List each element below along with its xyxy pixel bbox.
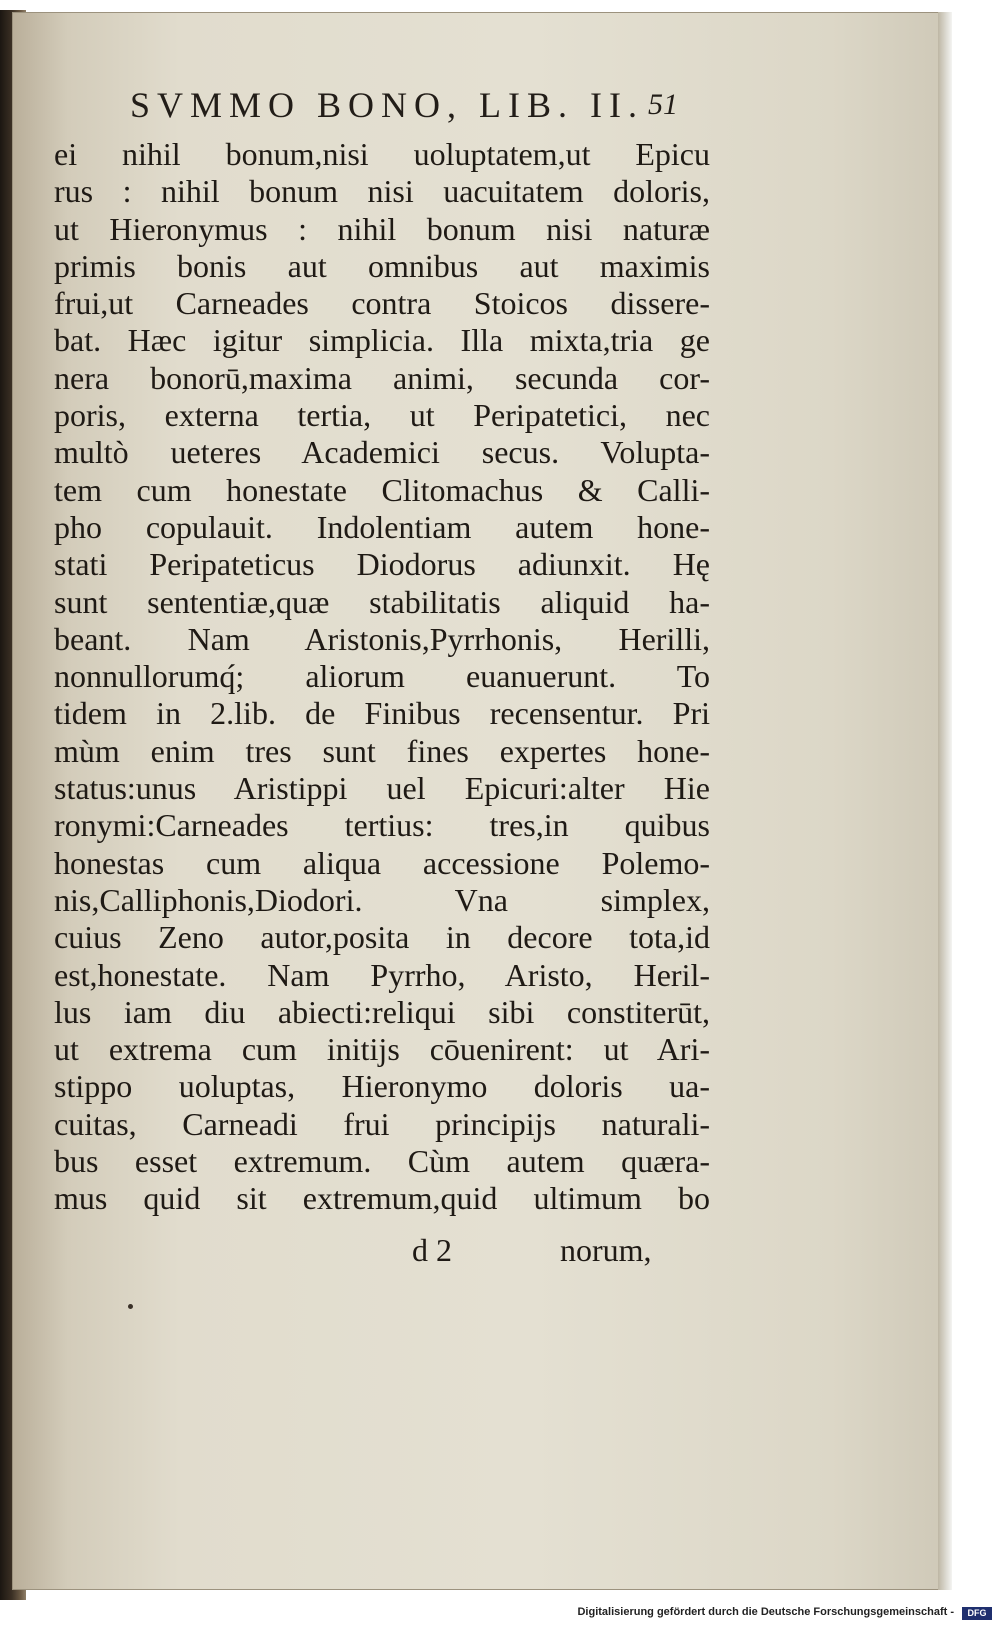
signature-mark: d 2 <box>412 1232 452 1268</box>
text-line: tidem in 2.lib. de Finibus recensentur. Pri <box>54 695 710 732</box>
body-text <box>54 136 710 1218</box>
text-line: ronymi:Carneades tertius: tres,in quibus <box>54 807 710 844</box>
dfg-logo: DFG <box>962 1607 992 1620</box>
catchword: norum, <box>560 1232 652 1268</box>
folio-number: 51 <box>648 88 678 121</box>
ink-speck <box>128 1304 133 1309</box>
text-line: status:unus Aristippi uel Epicuri:alter Hie <box>54 770 710 807</box>
text-line: ei nihil bonum,nisi uoluptatem,ut Epicu <box>54 136 710 172</box>
text-line: mùm enim tres sunt fines expertes hone- <box>54 732 710 769</box>
running-head: SVMMO BONO, LIB. II. <box>130 85 645 125</box>
text-line: poris, externa tertia, ut Peripatetici, nec <box>54 397 710 434</box>
text-line: bus esset extremum. Cùm autem quæra- <box>54 1143 710 1180</box>
text-line: cuius Zeno autor,posita in decore tota,id <box>54 919 710 956</box>
text-line: bat. Hæc igitur simplicia. Illa mixta,tria ge <box>54 322 710 359</box>
text-line: cuitas, Carneadi frui principijs naturali- <box>54 1105 710 1142</box>
text-line: nis,Calliphonis,Diodori. Vna simplex, <box>54 881 710 918</box>
text-line: mus quid sit extremum,quid ultimum bo <box>54 1180 710 1217</box>
text-line: lus iam diu abiecti:reliqui sibi constiterūt, <box>54 993 710 1030</box>
text-line: sunt sententiæ,quæ stabilitatis aliquid ha- <box>54 583 710 620</box>
text-line: nonnullorumq́; aliorum euanuerunt. To <box>54 658 710 695</box>
text-line: ut extrema cum initijs cōuenirent: ut Ari- <box>54 1031 710 1068</box>
text-line: stippo uoluptas, Hieronymo doloris ua- <box>54 1068 710 1105</box>
text-line: stati Peripateticus Diodorus adiunxit. Hę <box>54 546 710 583</box>
page-edge-shadow <box>938 12 952 1590</box>
digitization-credit: Digitalisierung gefördert durch die Deutsche Forschungsgemeinschaft - <box>577 1606 954 1618</box>
text-line: rus : nihil bonum nisi uacuitatem doloris, <box>54 173 710 210</box>
text-line: primis bonis aut omnibus aut maximis <box>54 247 710 284</box>
text-line: pho copulauit. Indolentiam autem hone- <box>54 508 710 545</box>
text-line: honestas cum aliqua accessione Polemo- <box>54 844 710 881</box>
text-line: nera bonorū,maxima animi, secunda cor- <box>54 359 710 396</box>
text-line: est,honestate. Nam Pyrrho, Aristo, Heril- <box>54 956 710 993</box>
text-line: multò ueteres Academici secus. Volupta- <box>54 434 710 471</box>
text-line: frui,ut Carneades contra Stoicos dissere- <box>54 285 710 322</box>
text-line: beant. Nam Aristonis,Pyrrhonis, Herilli, <box>54 620 710 657</box>
text-line: tem cum honestate Clitomachus & Calli- <box>54 471 710 508</box>
text-line: ut Hieronymus : nihil bonum nisi naturæ <box>54 210 710 247</box>
